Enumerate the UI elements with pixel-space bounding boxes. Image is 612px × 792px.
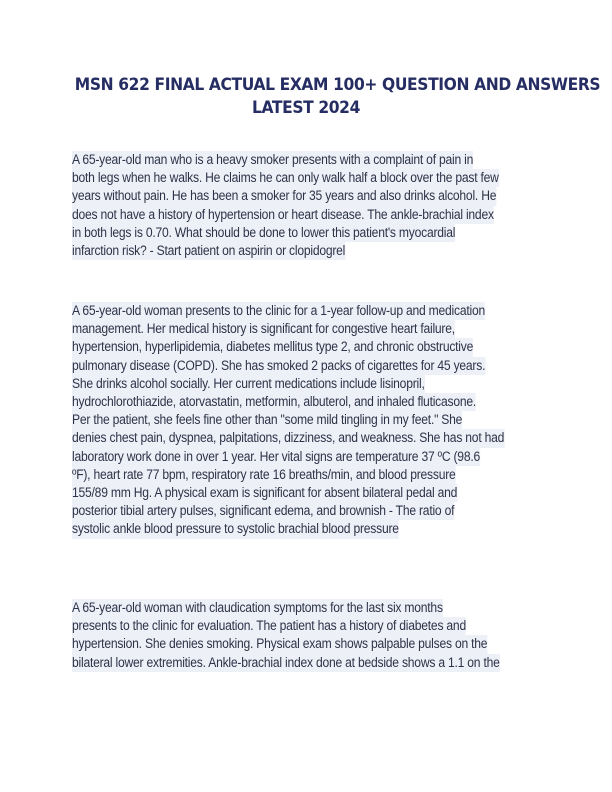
text-line: hydrochlorothiazide, atorvastatin, metformin, albuterol, and inhaled fluticasone. (72, 393, 476, 411)
text-line: posterior tibial artery pulses, significant edema, and brownish - The ratio of (72, 502, 454, 520)
text-line: 155/89 mm Hg. A physical exam is significant for absent bilateral pedal and (72, 484, 457, 502)
question-paragraph-2 (72, 302, 544, 539)
text-line: hypertension, hyperlipidemia, diabetes mellitus type 2, and chronic obstructive (72, 338, 473, 356)
text-line: A 65-year-old woman presents to the clinic for a 1-year follow-up and medication (72, 302, 485, 320)
text-line: She drinks alcohol socially. Her current medications include lisinopril, (72, 375, 425, 393)
text-line: infarction risk? - Start patient on aspirin or clopidogrel (72, 242, 345, 260)
text-line: pulmonary disease (COPD). She has smoked 2 packs of cigarettes for 45 years. (72, 357, 485, 375)
text-line: ºF), heart rate 77 bpm, respiratory rate 16 breaths/min, and blood pressure (72, 466, 456, 484)
text-line: both legs when he walks. He claims he can only walk half a block over the past few (72, 169, 499, 187)
text-line: bilateral lower extremities. Ankle-brachial index done at bedside shows a 1.1 on the (72, 654, 500, 672)
question-paragraph-3 (72, 599, 544, 672)
text-line: systolic ankle blood pressure to systolic brachial blood pressure (72, 520, 399, 538)
text-line: A 65-year-old man who is a heavy smoker presents with a complaint of pain in (72, 151, 473, 169)
text-line: in both legs is 0.70. What should be done to lower this patient's myocardial (72, 224, 455, 242)
text-line: presents to the clinic for evaluation. The patient has a history of diabetes and (72, 617, 466, 635)
text-line: Per the patient, she feels fine other than "some mild tingling in my feet." She (72, 411, 462, 429)
title-line: MSN 622 FINAL ACTUAL EXAM 100+ QUESTION AND ANSWERS (74, 75, 601, 94)
text-line: laboratory work done in over 1 year. Her vital signs are temperature 37 ºC (98.6 (72, 448, 480, 466)
text-line: A 65-year-old woman with claudication symptoms for the last six months (72, 599, 443, 617)
question-paragraph-1 (72, 151, 544, 260)
text-line: years without pain. He has been a smoker for 35 years and also drinks alcohol. He (72, 187, 496, 205)
text-line: management. Her medical history is significant for congestive heart failure, (72, 320, 455, 338)
text-line: hypertension. She denies smoking. Physical exam shows palpable pulses on the (72, 635, 487, 653)
text-line: does not have a history of hypertension or heart disease. The ankle-brachial index (72, 206, 494, 224)
document-title (74, 73, 601, 119)
title-line: LATEST 2024 (251, 98, 361, 117)
text-line: denies chest pain, dyspnea, palpitations, dizziness, and weakness. She has not had (72, 429, 504, 447)
